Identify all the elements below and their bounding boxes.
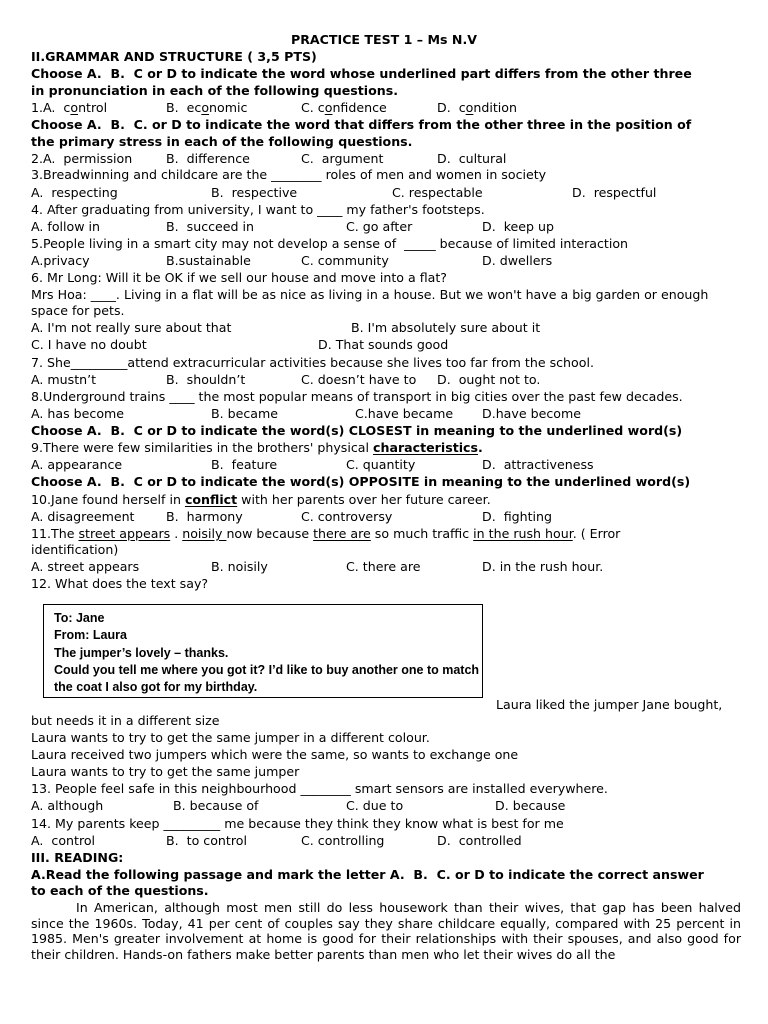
question-13-option-c: C. due to — [346, 798, 404, 813]
question-4-option-a: A. follow in — [31, 219, 101, 234]
question-13-option-d: D. because — [495, 798, 566, 813]
question-3-option-b: B. respective — [211, 185, 298, 200]
question-4-option-b: B. succeed in — [166, 219, 255, 234]
instruction: in pronunciation in each of the following questions. — [31, 83, 398, 98]
instruction: Choose A. B. C. or D to indicate the word that differs from the other three in the position of — [31, 117, 692, 132]
question-10-option-c: C. controversy — [301, 509, 393, 524]
question-2-option-b: B. difference — [166, 151, 250, 166]
question-3-option-a: A. respecting — [31, 185, 118, 200]
question-1-option-c: C. confidence — [301, 100, 387, 115]
question-10-option-a: A. disagreement — [31, 509, 135, 524]
question-2-option-c: C. argument — [301, 151, 384, 166]
question-9-option-b: B. feature — [211, 457, 278, 472]
question-9-option-a: A. appearance — [31, 457, 123, 472]
question-7-option-d: D. ought not to. — [437, 372, 541, 387]
question-7-text: 7. She_________attend extracurricular activities because she lives too far from the school. — [31, 355, 594, 370]
question-14-text: 14. My parents keep _________ me because they think they know what is best for me — [31, 816, 564, 831]
question-11-option-b: B. noisily — [211, 559, 268, 574]
question-11-text: 11.The street appears . noisily now because there are so much traffic in the rush hour. ( Error — [31, 526, 621, 541]
question-14-option-c: C. controlling — [301, 833, 385, 848]
question-6-text: 6. Mr Long: Will it be OK if we sell our house and move into a flat? — [31, 270, 447, 285]
question-11-option-a: A. street appears — [31, 559, 140, 574]
question-12-option: Laura wants to try to get the same jumper — [31, 764, 300, 779]
instruction: A.Read the following passage and mark the letter A. B. C. or D to indicate the correct answer — [31, 867, 704, 882]
question-13-option-a: A. although — [31, 798, 104, 813]
note-line: To: Jane — [54, 611, 105, 625]
instruction: to each of the questions. — [31, 883, 209, 898]
question-6-text: Mrs Hoa: ____. Living in a flat will be as nice as living in a house. But we won't have a big garden or enough — [31, 287, 709, 302]
question-12-option: but needs it in a different size — [31, 713, 220, 728]
question-10-option-d: D. fighting — [482, 509, 553, 524]
question-7-option-c: C. doesn’t have to — [301, 372, 417, 387]
question-12-text: 12. What does the text say? — [31, 576, 209, 591]
question-11-text: identification) — [31, 542, 119, 557]
question-8-option-c: C.have became — [355, 406, 454, 421]
instruction: Choose A. B. C or D to indicate the word(s) CLOSEST in meaning to the underlined word(s) — [31, 423, 683, 438]
question-10-option-b: B. harmony — [166, 509, 243, 524]
question-5-option-b: B.sustainable — [166, 253, 251, 268]
question-11-option-c: C. there are — [346, 559, 421, 574]
note-line: From: Laura — [54, 628, 127, 643]
question-5-option-c: C. community — [301, 253, 389, 268]
question-2-option-d: D. cultural — [437, 151, 507, 166]
question-7-option-a: A. mustn’t — [31, 372, 97, 387]
question-9-option-c: C. quantity — [346, 457, 416, 472]
question-2-option-a: 2.A. permission — [31, 151, 133, 166]
question-3-option-d: D. respectful — [572, 185, 657, 200]
question-6-text: space for pets. — [31, 303, 125, 318]
page-title: PRACTICE TEST 1 – Ms N.V — [291, 32, 477, 47]
question-8-option-d: D.have become — [482, 406, 581, 421]
question-1-option-d: D. condition — [437, 100, 517, 115]
question-7-option-b: B. shouldn’t — [166, 372, 246, 387]
question-5-text: 5.People living in a smart city may not develop a sense of _____ because of limited interaction — [31, 236, 629, 251]
note-line: Could you tell me where you got it? I’d like to buy another one to match — [54, 662, 480, 677]
question-14-option-a: A. control — [31, 833, 96, 848]
question-6-option-b: B. I'm absolutely sure about it — [351, 320, 541, 335]
question-13-text: 13. People feel safe in this neighbourhood ________ smart sensors are installed everywhere. — [31, 781, 608, 796]
question-4-text: 4. After graduating from university, I want to ____ my father's footsteps. — [31, 202, 485, 217]
question-12-option: Laura liked the jumper Jane bought, — [496, 697, 723, 712]
question-5-option-d: D. dwellers — [482, 253, 553, 268]
question-8-option-b: B. became — [211, 406, 279, 421]
section-heading: II.GRAMMAR AND STRUCTURE ( 3,5 PTS) — [31, 49, 317, 64]
question-11-option-d: D. in the rush hour. — [482, 559, 604, 574]
question-6-option-d: D. That sounds good — [318, 337, 449, 352]
question-6-option-a: A. I'm not really sure about that — [31, 320, 232, 335]
question-1-option-a: 1.A. control — [31, 100, 108, 115]
question-12-option: Laura received two jumpers which were the same, so wants to exchange one — [31, 747, 519, 762]
question-9-option-d: D. attractiveness — [482, 457, 594, 472]
question-3-option-c: C. respectable — [392, 185, 483, 200]
question-1-option-b: B. economic — [166, 100, 248, 115]
question-14-option-b: B. to control — [166, 833, 247, 848]
question-9-text: 9.There were few similarities in the brothers' physical characteristics. — [31, 440, 483, 455]
note-line: the coat I also got for my birthday. — [54, 680, 258, 695]
question-4-option-d: D. keep up — [482, 219, 555, 234]
question-14-option-d: D. controlled — [437, 833, 522, 848]
note-box — [43, 604, 483, 698]
instruction: the primary stress in each of the following questions. — [31, 134, 413, 149]
instruction: Choose A. B. C or D to indicate the word whose underlined part differs from the other three — [31, 66, 692, 81]
question-12-option: Laura wants to try to get the same jumper in a different colour. — [31, 730, 430, 745]
question-8-text: 8.Underground trains ____ the most popular means of transport in big cities over the past few decades. — [31, 389, 683, 404]
reading-passage: In American, although most men still do less housework than their wives, that gap has been halved since the 1960s. Today, 41 per cent of couples say they share childcare equally, compared with 25 percent in 1985. Men's greater involvement at home is good for their relationships with their spouses, and also good for their children. Hands-on fathers make better parents than men who let their wives do all the — [31, 900, 741, 963]
section-heading: III. READING: — [31, 850, 124, 865]
question-3-text: 3.Breadwinning and childcare are the ________ roles of men and women in society — [31, 167, 547, 182]
question-6-option-c: C. I have no doubt — [31, 337, 147, 352]
question-8-option-a: A. has become — [31, 406, 125, 421]
question-5-option-a: A.privacy — [31, 253, 90, 268]
question-10-text: 10.Jane found herself in conflict with her parents over her future career. — [31, 492, 491, 507]
note-line: The jumper’s lovely – thanks. — [54, 645, 229, 660]
question-4-option-c: C. go after — [346, 219, 413, 234]
instruction: Choose A. B. C or D to indicate the word(s) OPPOSITE in meaning to the underlined word(s) — [31, 474, 691, 489]
question-13-option-b: B. because of — [173, 798, 259, 813]
